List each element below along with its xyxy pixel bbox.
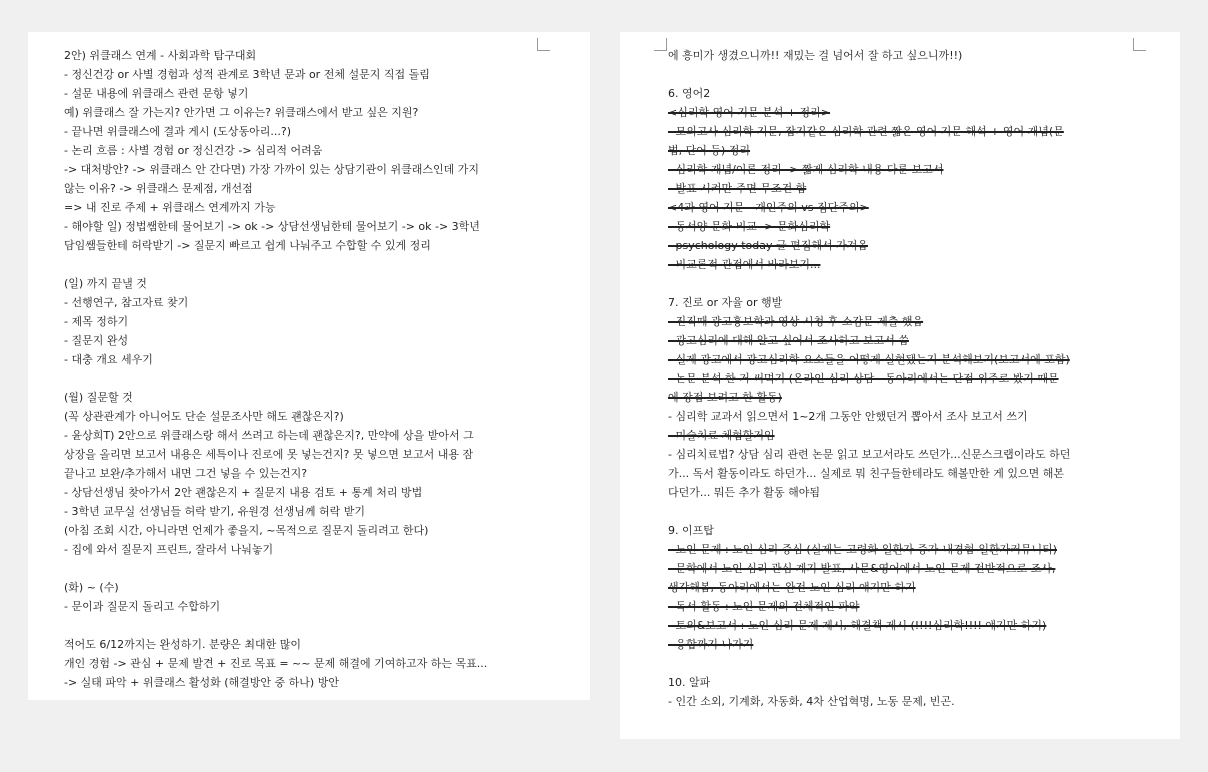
text-line: - 3학년 교무실 선생님들 허락 받기, 유원경 선생님께 허락 받기 <box>64 505 365 518</box>
text-line: 담임쌤들한테 허락받기 -> 질문지 빠르고 쉽게 나눠주고 수합할 수 있게 정리 <box>64 239 431 252</box>
struck-text-line: 생각해봄, 동아리에서는 완전 노인 심리 얘기만 하기 <box>668 581 916 594</box>
blank-line <box>64 616 578 635</box>
struck-text-line: - 심리학 개념/이론 정리 -> 짧게 심리학 내용 다룬 보고서 <box>668 163 944 176</box>
text-line: 적어도 6/12까지는 완성하기. 분량은 최대한 많이 <box>64 638 301 651</box>
text-line: - 대충 개요 세우기 <box>64 353 153 366</box>
text-line: (월) 질문할 것 <box>64 391 133 404</box>
struck-text-line: - 독서 활동 : 노인 문제의 전체적인 파악 <box>668 600 860 613</box>
text-line: => 내 진로 주제 + 위클래스 연계까지 가능 <box>64 201 276 214</box>
text-line: - 선행연구, 참고자료 찾기 <box>64 296 189 309</box>
struck-text-line: <심리학 영어 지문 분석 + 정리> <box>668 106 831 119</box>
document-page-left <box>28 32 590 700</box>
text-line: 가... 독서 활동이라도 하던가... 실제로 뭐 친구들한테라도 해볼만한 게 있으면 해본 <box>668 467 1064 480</box>
struck-text-line: - 논문 분석 한 거 써먹기 (온라인 심리 상담 - 동아리에서는 단점 위주로 봤기 때문 <box>668 372 1059 385</box>
text-line: - 질문지 완성 <box>64 334 129 347</box>
blank-line <box>668 274 1168 293</box>
struck-text-line: - 광고심리에 대해 알고 싶어서 조사하고 보고서 씀 <box>668 334 909 347</box>
struck-text-line: - 미술치료 체험할거임 <box>668 429 775 442</box>
text-line: 않는 이유? -> 위클래스 문제점, 개선점 <box>64 182 253 195</box>
blank-line <box>64 369 578 388</box>
text-line: 7. 진로 or 자율 or 행발 <box>668 296 783 309</box>
text-line: (일) 까지 끝낼 것 <box>64 277 147 290</box>
struck-text-line: - 문학에서 노인 심리 관심 계기 발표, 사문&영어에서 노인 문제 전반적으로 조사, <box>668 562 1056 575</box>
text-line: - 심리치료법? 상담 심리 관련 논문 읽고 보고서라도 쓰던가...신문스크랩이라도 하던 <box>668 448 1071 461</box>
text-line: - 인간 소외, 기계화, 자동화, 4차 산업혁명, 노동 문제, 빈곤. <box>668 695 955 708</box>
text-line: 에 흥미가 생겼으니까!! 재밌는 걸 넘어서 잘 하고 싶으니까!!) <box>668 49 963 62</box>
struck-text-line: - 노인 문제 : 노인 심리 중심 (실제는 고령화-일환자 증가-내경험-일환자커뮤니티) <box>668 543 1058 556</box>
text-line: 6. 영어2 <box>668 87 711 100</box>
text-line: 상장을 올리면 보고서 내용은 세특이나 진로에 못 넣는건지? 못 넣으면 보고서 내용 잠 <box>64 448 474 461</box>
text-line: 끝나고 보완/추가해서 내면 그건 넣을 수 있는건지? <box>64 467 308 480</box>
struck-text-line: <4과 영어 지문 - 개인주의 vs 집단주의> <box>668 201 869 214</box>
text-line: - 제목 정하기 <box>64 315 129 328</box>
struck-text-line: - 진직때 광고홍보학과 영상 시청 후 소감문 제출 했음 <box>668 315 924 328</box>
text-line: (아침 조회 시간, 아니라면 언제가 좋을지, ~목적으로 질문지 돌리려고 한다) <box>64 524 429 537</box>
blank-line <box>668 65 1168 84</box>
text-line: 2안) 위클래스 연계 - 사회과학 탐구대회 <box>64 49 257 62</box>
text-line: - 상담선생님 찾아가서 2안 괜찮은지 + 질문지 내용 검토 + 통계 처리 방법 <box>64 486 423 499</box>
page-text-block <box>668 46 1168 711</box>
text-line: (화) ~ (수) <box>64 581 119 594</box>
text-line: 개인 경험 -> 관심 + 문제 발견 + 진로 목표 = ~~ 문제 해결에 기여하고자 하는 목표... <box>64 657 488 670</box>
blank-line <box>668 502 1168 521</box>
blank-line <box>64 255 578 274</box>
text-line: 예) 위클래스 잘 가는지? 안가면 그 이유는? 위클래스에서 받고 싶은 지원? <box>64 106 419 119</box>
text-line: -> 실태 파악 + 위클래스 활성화 (해결방안 중 하나) 방안 <box>64 676 339 689</box>
struck-text-line: - 발표 시켜만 주면 무조건 함 <box>668 182 807 195</box>
struck-text-line: 법, 단어 등) 정리 <box>668 144 751 157</box>
text-line: - 정신건강 or 사별 경험과 성적 관계로 3학년 문과 or 전체 설문지 직접 돌림 <box>64 68 430 81</box>
struck-text-line: - 토의&보고서 : 노인 심리 문제 제시, 해결책 제시 (!!!!심리학!!!! 얘기만 하기) <box>668 619 1047 632</box>
text-line: - 집에 와서 질문지 프린트, 잘라서 나눠놓기 <box>64 543 274 556</box>
struck-text-line: - psychology today 글 편집해서 가져옴 <box>668 239 868 252</box>
text-line: - 설문 내용에 위클래스 관련 문항 넣기 <box>64 87 249 100</box>
text-line: - 끝나면 위클래스에 결과 게시 (도상동아리...?) <box>64 125 292 138</box>
blank-line <box>668 654 1168 673</box>
page-text-block <box>64 46 578 692</box>
text-line: (꼭 상관관계가 아니어도 단순 설문조사만 해도 괜찮은지?) <box>64 410 344 423</box>
text-line: -> 대처방안? -> 위클래스 안 간다면) 가장 가까이 있는 상담기관이 위클래스인데 가지 <box>64 163 479 176</box>
struck-text-line: - 모의고사 심리학 지문, 잡지같은 심리학 관련 짧은 영어 지문 해석 + 영어 개념(문 <box>668 125 1064 138</box>
text-line: - 문이과 질문지 돌리고 수합하기 <box>64 600 221 613</box>
text-line: - 심리학 교과서 읽으면서 1~2개 그동안 안했던거 뽑아서 조사 보고서 쓰기 <box>668 410 1028 423</box>
struck-text-line: 에 장점 보려고 한 활동) <box>668 391 782 404</box>
struck-text-line: - 동서양 문화 비교 -> 문화심리학 <box>668 220 831 233</box>
text-line: - 해야할 일) 정법쌤한테 물어보기 -> ok -> 상담선생님한테 물어보기 -> ok -> 3학년 <box>64 220 480 233</box>
text-line: - 논리 흐름 : 사별 경험 or 정신건강 -> 심리적 어려움 <box>64 144 323 157</box>
struck-text-line: - 응합까지 나가기 <box>668 638 754 651</box>
struck-text-line: - 실제 광고에서 광고심리학 요소들을 어떻게 실현됐는지 분석해보기(보고서에 포함) <box>668 353 1070 366</box>
text-line: - 윤상희T) 2안으로 위클래스랑 해서 쓰려고 하는데 괜찮은지?, 만약에 상을 받아서 그 <box>64 429 474 442</box>
text-line: 9. 이프탑 <box>668 524 714 537</box>
text-line: 10. 알파 <box>668 676 711 689</box>
margin-corner-mark <box>654 38 667 51</box>
blank-line <box>64 559 578 578</box>
document-page-right <box>620 32 1180 739</box>
struck-text-line: - 비교론적 관점에서 바라보기... <box>668 258 821 271</box>
text-line: 다던가... 뭐든 추가 활동 해야됨 <box>668 486 820 499</box>
